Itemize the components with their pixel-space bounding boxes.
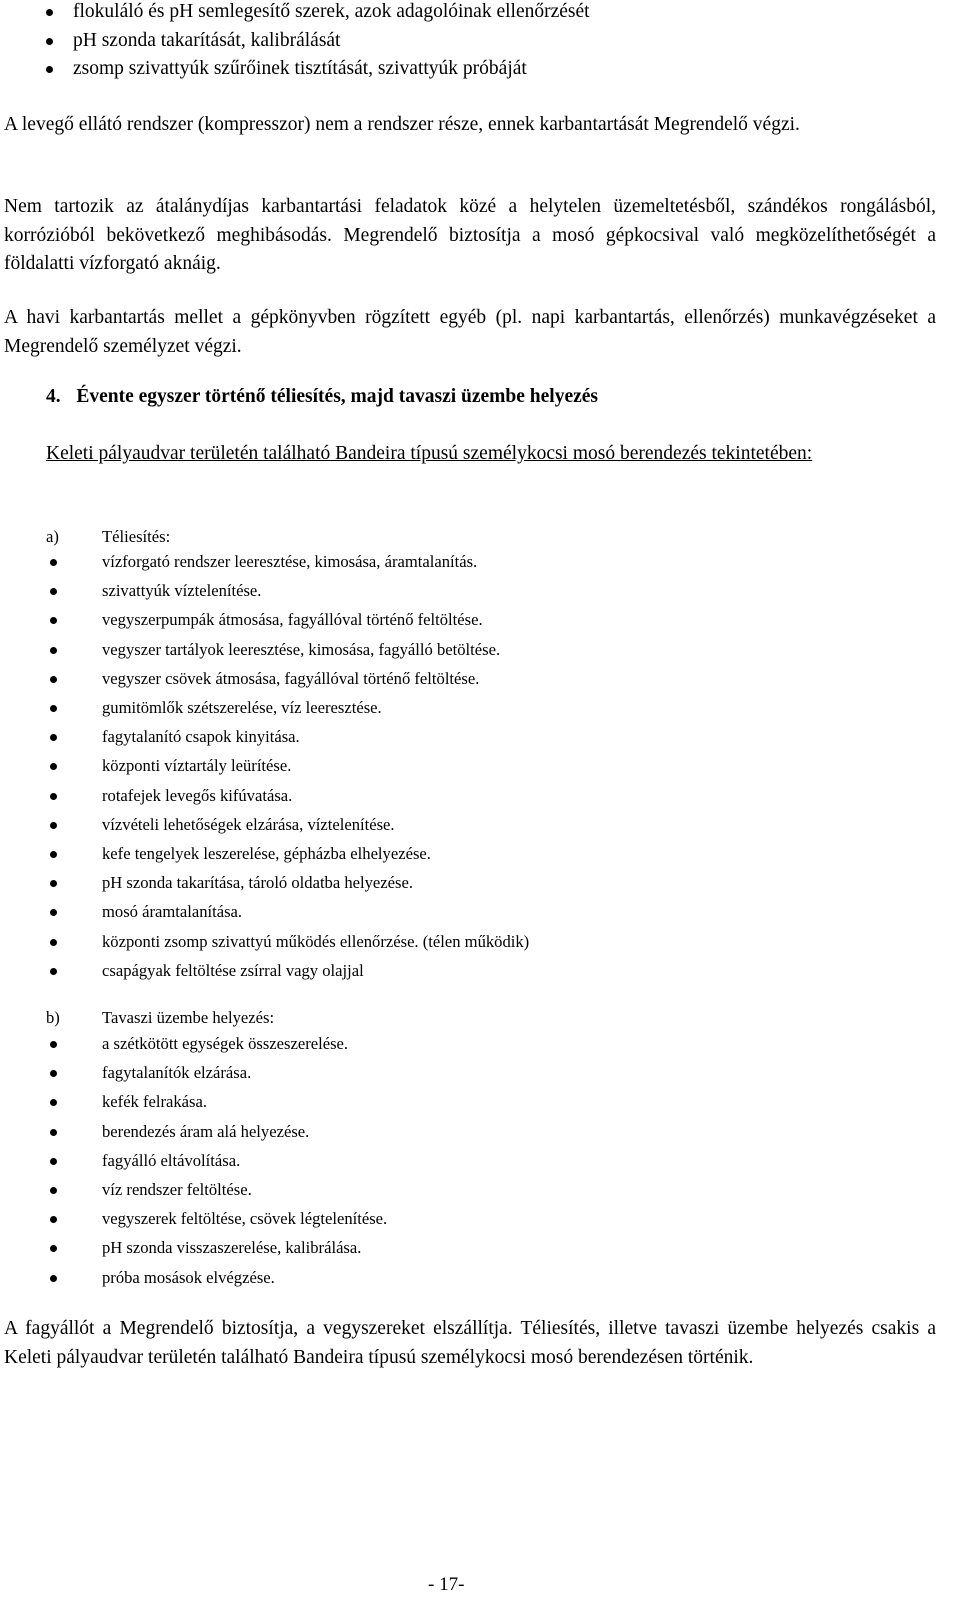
section-number: 4. — [46, 386, 61, 407]
list-item-text: fagytalanítók elzárása. — [102, 1063, 252, 1083]
paragraph-exclusions: Nem tartozik az átalánydíjas karbantartási feladatok közé a helytelen üzemeltetésből, szándékos rongálásból, korrózióból bekövetkező meghibásodás. Megrendelő biztosítja a mosó gépkocsival való megközelíthetőségét a földalatti vízforgató aknáig. — [4, 196, 936, 274]
bullet-icon — [50, 1245, 57, 1252]
list-item-text: rotafejek levegős kifúvatása. — [102, 785, 293, 805]
bullet-icon — [50, 1070, 57, 1077]
list-item-text: vízvételi lehetőségek elzárása, víztelenítése. — [102, 814, 395, 834]
list-item-text: mosó áramtalanítása. — [102, 902, 243, 922]
winterizing-marker: a) — [46, 527, 59, 546]
list-item-text: vegyszerek feltöltése, csövek légtelenítése. — [102, 1209, 388, 1229]
bullet-icon — [50, 851, 57, 858]
bullet-icon — [50, 909, 57, 916]
list-item-text: fagyálló eltávolítása. — [102, 1150, 241, 1170]
paragraph-closing: A fagyállót a Megrendelő biztosítja, a vegyszereket elszállítja. Téliesítés, illetve tavaszi üzembe helyezés csakis a Keleti pályaudvar területén található Bandeira típusú személykocsi mosó berendezésen történik. — [4, 1318, 936, 1368]
bullet-icon — [50, 822, 57, 829]
bullet-icon — [50, 763, 57, 770]
bullet-icon — [50, 1129, 57, 1136]
list-item-text: pH szonda visszaszerelése, kalibrálása. — [102, 1238, 362, 1258]
list-item-text: kefék felrakása. — [102, 1092, 208, 1112]
list-item-text: pH szonda takarítása, tároló oldatba helyezése. — [102, 873, 414, 893]
bullet-icon — [50, 968, 57, 975]
bullet-icon — [50, 647, 57, 654]
list-item-text: flokuláló és pH semlegesítő szerek, azok adagolóinak ellenőrzését — [73, 1, 590, 22]
bullet-icon — [50, 588, 57, 595]
list-item-text: pH szonda takarítását, kalibrálását — [73, 30, 341, 51]
winterizing-header — [46, 527, 171, 547]
bullet-icon — [50, 617, 57, 624]
spring-marker: b) — [46, 1008, 60, 1027]
page-number: - 17- — [428, 1574, 465, 1595]
bullet-icon — [50, 939, 57, 946]
list-item-text: vegyszerpumpák átmosása, fagyállóval történő feltöltése. — [102, 610, 483, 630]
section-scope: Keleti pályaudvar területén található Bandeira típusú személykocsi mosó berendezés tekintetében: — [46, 443, 813, 464]
paragraph-air-supply: A levegő ellátó rendszer (kompresszor) nem a rendszer része, ennek karbantartását Megrendelő végzi. — [4, 114, 800, 135]
bullet-icon — [50, 559, 57, 566]
list-item-text: központi víztartály leürítése. — [102, 756, 292, 776]
bullet-icon — [50, 734, 57, 741]
list-item-text: víz rendszer feltöltése. — [102, 1180, 252, 1199]
bullet-icon — [46, 9, 53, 16]
section-heading — [46, 386, 598, 408]
section-title: Évente egyszer történő téliesítés, majd tavaszi üzembe helyezés — [76, 386, 599, 407]
list-item-text: kefe tengelyek leszerelése, gépházba elhelyezése. — [102, 844, 431, 863]
bullet-icon — [50, 880, 57, 887]
spring-header — [46, 1008, 275, 1028]
paragraph-monthly: A havi karbantartás mellet a gépkönyvben rögzített egyéb (pl. napi karbantartás, ellenőrzés) munkavégzéseket a Megrendelő személyzet végzi. — [4, 307, 936, 357]
list-item-text: vízforgató rendszer leeresztése, kimosása, áramtalanítás. — [102, 552, 478, 571]
list-item-text: csapágyak feltöltése zsírral vagy olajjal — [102, 960, 364, 980]
bullet-icon — [46, 38, 53, 45]
bullet-icon — [50, 1158, 57, 1165]
bullet-icon — [50, 793, 57, 800]
list-item-text: fagytalanító csapok kinyitása. — [102, 727, 300, 747]
list-item-text: a szétkötött egységek összeszerelése. — [102, 1034, 349, 1053]
list-item-text: próba mosások elvégzése. — [102, 1267, 275, 1287]
bullet-icon — [50, 705, 57, 712]
bullet-icon — [50, 1099, 57, 1106]
bullet-icon — [50, 1275, 57, 1282]
list-item-text: zsomp szivattyúk szűrőinek tisztítását, szivattyúk próbáját — [73, 58, 527, 79]
list-item-text: gumitömlők szétszerelése, víz leeresztése. — [102, 698, 382, 717]
list-item-text: berendezés áram alá helyezése. — [102, 1121, 310, 1141]
winterizing-label: Téliesítés: — [102, 527, 171, 546]
bullet-icon — [50, 1187, 57, 1194]
bullet-icon — [46, 66, 53, 73]
list-item-text: szivattyúk víztelenítése. — [102, 581, 262, 601]
spring-label: Tavaszi üzembe helyezés: — [102, 1008, 275, 1027]
list-item-text: központi zsomp szivattyú működés ellenőrzése. (télen működik) — [102, 931, 530, 951]
list-item-text: vegyszer csövek átmosása, fagyállóval történő feltöltése. — [102, 668, 480, 688]
list-item-text: vegyszer tartályok leeresztése, kimosása, fagyálló betöltése. — [102, 639, 501, 659]
bullet-icon — [50, 676, 57, 683]
bullet-icon — [50, 1216, 57, 1223]
bullet-icon — [50, 1041, 57, 1048]
